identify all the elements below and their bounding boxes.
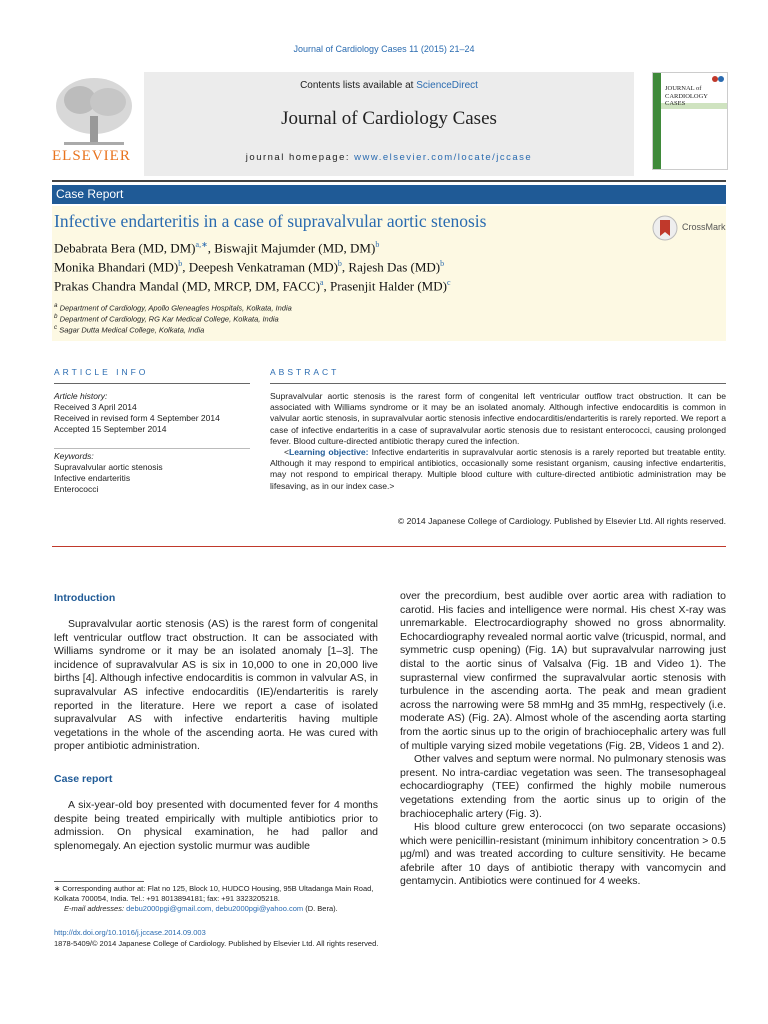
affiliation-a: [54, 302, 292, 313]
author-name[interactable]: , Prasenjit Halder (MD): [323, 278, 447, 294]
abstract-copyright: © 2014 Japanese College of Cardiology. Published by Elsevier Ltd. All rights reserved.: [397, 516, 726, 526]
author-name[interactable]: , Deepesh Venkatraman (MD): [182, 259, 338, 275]
issn-line: 1878-5409/© 2014 Japanese College of Cardiology. Published by Elsevier Ltd. All rights reserved.: [54, 939, 379, 948]
affiliation-mark: a: [54, 302, 58, 309]
author-name[interactable]: Prakas Chandra Mandal (MD, MRCP, DM, FACC): [54, 278, 320, 294]
author-affiliation-mark[interactable]: a: [319, 278, 324, 287]
sciencedirect-link[interactable]: ScienceDirect: [416, 80, 478, 91]
crossmark-label: CrossMark: [682, 222, 726, 232]
email-suffix: (D. Bera).: [303, 904, 338, 913]
case-text: A six-year-old boy presented with documented fever for 4 months despite being treated empirically with multiple antibiotics prior to admission. On physical examination, he had pallor and splenomegaly. An ejection systolic murmur was audible: [54, 799, 378, 852]
revised-date: Received in revised form 4 September 2014: [54, 413, 220, 423]
author-affiliation-mark[interactable]: c: [446, 278, 451, 287]
journal-cover-thumbnail[interactable]: [652, 72, 728, 170]
author-name[interactable]: Debabrata Bera (MD, DM): [54, 240, 196, 256]
affiliation-text: Department of Cardiology, RG Kar Medical College, Kolkata, India: [59, 314, 279, 324]
affiliation-text: Department of Cardiology, Apollo Gleneagles Hospitals, Kolkata, India: [59, 303, 292, 313]
author-name[interactable]: Monika Bhandari (MD): [54, 259, 179, 275]
learning-objective: [270, 447, 726, 492]
keyword[interactable]: Infective endarteritis: [54, 473, 131, 483]
learning-objective-text: Infective endarteritis in supravalvular aortic stenosis is a rarely reported but treatable entity. Although it may respond to empirical antibiotics, occasionally some resistant organism, causing infective endarteritis, may not respond to empirical therapy. Multiple blood culture with culture-directed antibiotic administration may be lifesaving, as in our index case.>: [270, 447, 726, 491]
history-label: Article history:: [54, 391, 108, 401]
affiliation-text: Sagar Dutta Medical College, Kolkata, India: [59, 325, 205, 335]
email-links[interactable]: debu2000pgi@gmail.com, debu2000pgi@yahoo.com: [126, 904, 304, 913]
right-column: [400, 590, 726, 889]
objective-bracket: <: [284, 447, 290, 458]
case-report-paragraph: [54, 799, 378, 853]
email-label: E-mail addresses:: [64, 904, 127, 913]
affiliation-mark: b: [54, 313, 58, 320]
affiliation-c: [54, 324, 204, 335]
accepted-date: Accepted 15 September 2014: [54, 424, 167, 434]
learning-objective-label: Learning objective:: [289, 447, 369, 458]
abstract-body: [270, 391, 726, 492]
corresponding-author-footnote: [54, 884, 384, 914]
author-name[interactable]: , Biswajit Majumder (MD, DM): [207, 240, 376, 256]
keyword[interactable]: Supravalvular aortic stenosis: [54, 462, 163, 472]
article-type: Case Report: [56, 187, 124, 201]
contents-prefix: Contents lists available at: [300, 80, 417, 91]
keyword[interactable]: Enterococci: [54, 484, 99, 494]
author-name[interactable]: , Rajesh Das (MD): [341, 259, 441, 275]
introduction-heading: Introduction: [54, 592, 116, 604]
received-date: Received 3 April 2014: [54, 402, 137, 412]
culture-paragraph: His blood culture grew enterococci (on two separate occasions) which were penicillin-resistant (minimum inhibitory concentration > 0.5 µg/ml) and was treated according to culture sensitivity. He became afebrile after 10 days of antibiotic therapy with vancomycin and gentamycin. Antibiotics were continued for 4 weeks.: [400, 821, 726, 888]
article-history: [54, 391, 220, 435]
article-info-rule: [54, 383, 250, 384]
author-affiliation-mark[interactable]: b: [178, 259, 183, 268]
affiliation-b: [54, 313, 279, 324]
journal-homepage: [144, 152, 634, 163]
crossmark-button[interactable]: [652, 214, 726, 242]
elsevier-wordmark: ELSEVIER: [52, 148, 131, 164]
homepage-link[interactable]: www.elsevier.com/locate/jccase: [354, 152, 533, 163]
header-rule: [52, 180, 726, 182]
author-affiliation-mark[interactable]: b: [337, 259, 342, 268]
echo-findings-paragraph: over the precordium, best audible over aortic area with radiation to carotid. His facies and intelligence were normal. His chest X-ray was unremarkable. Electrocardiography showed no gross abnormality. Echocardiography revealed normal aortic valve (tricuspid, normal, and symmetric cusp opening) (Fig. 1A) but supravalvular narrowing just distal to the aortic sinus of Valsalva (Fig. 1B and Video 1). The suprasternal view confirmed the supravalvular aortic stenosis with turbulence in the ascending aorta. The peak and mean gradient across the narrowing were 58 mmHg and 35 mmHg, respectively (i.e. moderate AS) (Fig. 2A). Almost whole of the ascending aorta starting from the aortic sinus up to the origin of brachiocephalic artery was full of multiple varying sized mobile vegetations (Fig. 2B, Videos 1 and 2).: [400, 590, 726, 752]
cover-title: JOURNAL of CARDIOLOGY CASES: [665, 85, 708, 107]
crossmark-icon: [652, 214, 678, 242]
journal-reference[interactable]: Journal of Cardiology Cases 11 (2015) 21–24: [293, 44, 475, 54]
author-affiliation-mark[interactable]: b: [440, 259, 445, 268]
keywords-label: Keywords:: [54, 451, 94, 461]
footnote-rule: [54, 881, 144, 882]
introduction-paragraph: [54, 618, 378, 754]
article-type-bar: [52, 185, 726, 204]
section-rule: [52, 546, 726, 547]
tee-paragraph: Other valves and septum were normal. No pulmonary stenosis was present. No intra-cardiac vegetation was seen. The transesophageal echocardiography (TEE) confirmed the highly mobile numerous vegetations extending from the aortic sinus up to origin of the brachiocephalic artery (Fig. 3).: [400, 753, 726, 820]
doi-link[interactable]: http://dx.doi.org/10.1016/j.jccase.2014.09.003: [54, 928, 206, 937]
author-affiliation-mark[interactable]: b: [375, 240, 380, 249]
authors-line-1: [54, 240, 379, 256]
keywords-block: [54, 451, 163, 495]
affiliation-mark: c: [54, 324, 58, 331]
article-info-heading: ARTICLE INFO: [54, 367, 149, 377]
contents-line: [144, 80, 634, 91]
footnote-text: ∗ Corresponding author at: Flat no 125, Block 10, HUDCO Housing, 95B Ultadanga Main Road, Kolkata 700054, India. Tel.: +91 8013894181; fax: +91 3323205218.: [54, 884, 374, 903]
journal-title: Journal of Cardiology Cases: [281, 108, 497, 129]
authors-line-2: [54, 259, 444, 275]
intro-text: Supravalvular aortic stenosis (AS) is the rarest form of congenital left ventricular outflow tract obstruction. It can be associated with Williams syndrome or it may be an isolated anomaly [1–3]. The incidence of supravalvular AS is six in 10,000 to one in 20,000 live births [4]. Although infective endocarditis is common in valvular AS, in supravalvular AS infective endocarditis (IE)/endarteritis is rarely reported in the literature. Here we report a case of isolated supravalvular AS with infective endarteritis having multiple vegetations in the whole of the ascending aorta. He was cured with proper antibiotic administration.: [54, 618, 378, 753]
author-affiliation-mark[interactable]: a,∗: [195, 240, 208, 249]
info-divider: [54, 448, 250, 449]
abstract-text: Supravalvular aortic stenosis is the rarest form of congenital left ventricular outflow tract obstruction. It can be associated with Williams syndrome or it may be an isolated anomaly. Although infective endocarditis is common in valvular aortic stenosis, in supravalvular aortic stenosis infective endocarditis/endarteritis is rarely reported. We report a case of infective endarteritis in a case of supravalvular aortic stenosis due to resistant enterococci, causing prolonged fever. Blood culture-directed antibiotic therapy cured the infection.: [270, 391, 726, 446]
homepage-prefix: journal homepage:: [245, 152, 355, 163]
authors-line-3: [54, 278, 451, 294]
article-title: Infective endarteritis in a case of supravalvular aortic stenosis: [54, 211, 487, 231]
case-report-heading: Case report: [54, 773, 113, 785]
abstract-heading: ABSTRACT: [270, 367, 340, 377]
abstract-rule: [270, 383, 726, 384]
